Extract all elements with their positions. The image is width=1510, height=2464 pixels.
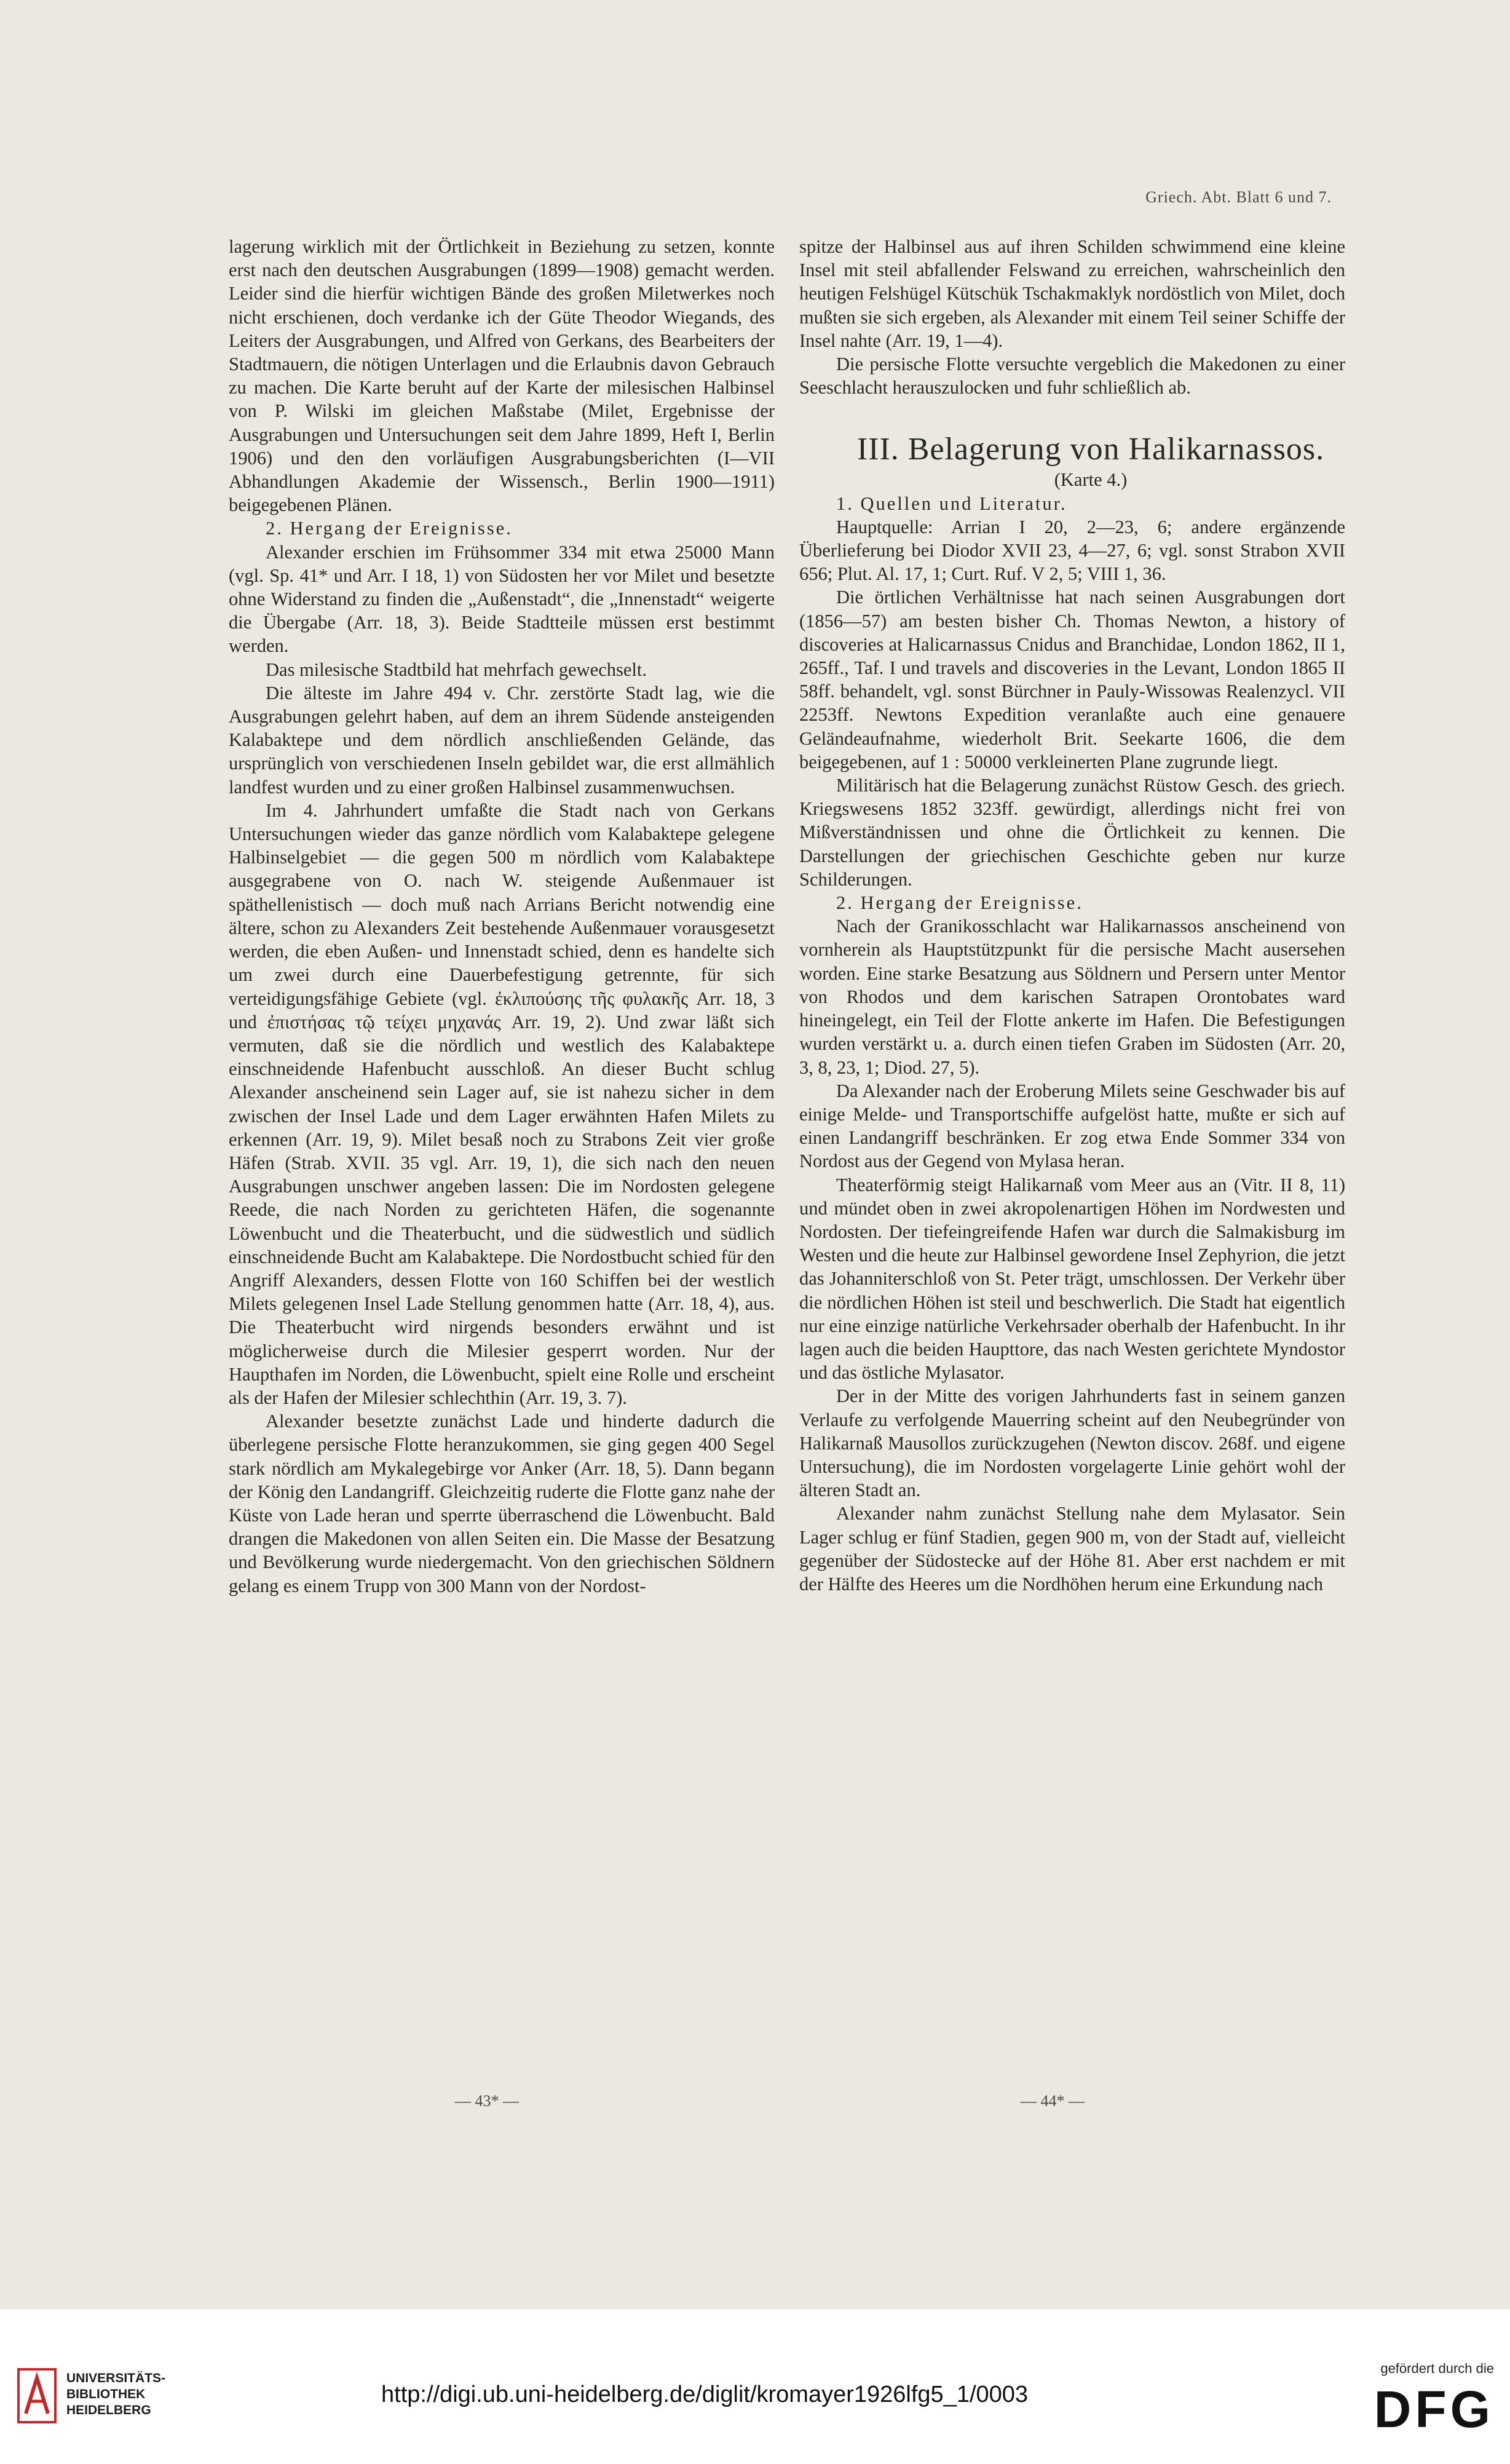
paragraph: Alexander nahm zunächst Stellung nahe dem Mylasator. Sein Lager schlug er fünf Stadien, gegen 900 m, von der Stadt auf, vielleicht gegenüber der Südostecke auf der Höhe 81. Aber erst nachdem er mit der Hälfte des Heeres um die Nordhöhen herum eine Erkundung nach xyxy=(799,1503,1345,1594)
logo-line: BIBLIOTHEK xyxy=(66,2387,146,2401)
paragraph: Der in der Mitte des vorigen Jahrhunderts fast in seinem ganzen Verlaufe zu verfolgende Mauerring scheint auf den Neubegründer von Halikarnaß Mausollos zurückzugehen (Newton discov. 268f. und eigene Untersuchung), die im Nordosten vorgelagerte Linie gehört wohl der älteren Stadt an. xyxy=(799,1385,1345,1501)
funded-by-label: gefördert durch die xyxy=(1380,2361,1494,2376)
subheading-text: Quellen und Literatur. xyxy=(860,493,1067,514)
university-library-seal-icon xyxy=(17,2368,57,2423)
subheading-quellen xyxy=(799,492,1345,515)
subheading-text: Hergang der Ereignisse. xyxy=(290,518,513,539)
subheading-number: 1. xyxy=(836,493,854,514)
section-map-reference: (Karte 4.) xyxy=(1054,469,1128,491)
page-number-left: — 43* — xyxy=(455,2092,519,2110)
paragraph: Alexander erschien im Frühsommer 334 mit etwa 25000 Mann (vgl. Sp. 41* und Arr. I 18, 1) von Südosten her vor Milet und besetzte ohne Widerstand zu finden die „Außenstadt“, die „Innenstadt“ weigerte die Übergabe (Arr. 18, 3). Beide Stadtteile müssen erst bestimmt werden. xyxy=(229,541,775,657)
paragraph: Theaterförmig steigt Halikarnaß vom Meer aus an (Vitr. II 8, 11) und mündet oben in zwei akropolenartigen Höhen im Nordwesten und Nordosten. Der tiefeingreifende Hafen war durch die Salmakisburg im Westen und die heute zur Halbinsel gewordene Insel Zephyrion, die jetzt das Johanniterschloß von St. Peter trägt, umschlossen. Der Verkehr über die nördlichen Höhen ist steil und beschwerlich. Die Stadt hat eigentlich nur eine einzige natürliche Verkehrsader oberhalb der Hafenbucht. In ihr lagen auch die beiden Haupttore, das nach Westen gerichtete Myndostor und das östliche Mylasator. xyxy=(799,1174,1345,1384)
paragraph: Die älteste im Jahre 494 v. Chr. zerstörte Stadt lag, wie die Ausgrabungen gelehrt haben, auf dem an ihrem Südende ansteigenden Kalabaktepe und dem nördlich anschließenden Gelände, das ursprünglich von verschiedenen Inseln gebildet war, die erst allmählich landfest wurden und zu einer großen Halbinsel zusammenwuchsen. xyxy=(229,682,775,798)
subheading-number: 2. xyxy=(266,518,283,539)
subheading-text: Hergang der Ereignisse. xyxy=(860,892,1083,914)
subheading-number: 2. xyxy=(836,892,854,914)
left-column xyxy=(229,235,775,1598)
permalink-url[interactable]: http://digi.ub.uni-heidelberg.de/diglit/kromayer1926lfg5_1/0003 xyxy=(381,2382,1029,2407)
paragraph: Militärisch hat die Belagerung zunächst Rüstow Gesch. des griech. Kriegswesens 1852 323ff. gewürdigt, allerdings nicht frei von Mißverständnissen und ohne die Örtlichkeit zu kennen. Die Darstellungen der griechischen Geschichte geben nur kurze Schilderungen. xyxy=(799,775,1345,890)
dfg-logo: DFG xyxy=(1374,2380,1494,2438)
running-head: Griech. Abt. Blatt 6 und 7. xyxy=(1145,188,1332,206)
paragraph: Nach der Granikosschlacht war Halikarnassos anscheinend von vornherein als Hauptstützpunkt für die persische Macht ausersehen worden. Eine starke Besatzung aus Söldnern und Persern unter Mentor von Rhodos und dem karischen Satrapen Orontobates ward hineingelegt, ein Teil der Flotte ankerte im Hafen. Die Befestigungen wurden verstärkt u. a. durch einen tiefen Graben im Südosten (Arr. 20, 3, 8, 23, 1; Diod. 27, 5). xyxy=(799,916,1345,1078)
logo-line: UNIVERSITÄTS- xyxy=(66,2371,166,2385)
paragraph: Die örtlichen Verhältnisse hat nach seinen Ausgrabungen dort (1856—57) am besten bisher Ch. Thomas Newton, a history of discoveries at Halicarnassus Cnidus and Branchidae, London 1862, II 1, 265ff., Taf. I und travels and discoveries in the Levant, London 1865 II 58ff. behandelt, vgl. sonst Bürchner in Pauly-Wissowas Realenzycl. VII 2253ff. Newtons Expedition veranlaßte auch eine genauere Geländeaufnahme, wiederholt Brit. Seekarte 1606, die dem beigegebenen, auf 1 : 50000 verkleinerten Plane zugrunde liegt. xyxy=(799,587,1345,772)
section-spacer xyxy=(799,399,1345,431)
paragraph: spitze der Halbinsel aus auf ihren Schilden schwimmend eine kleine Insel mit steil abfallender Felswand zu erreichen, wahrscheinlich den heutigen Felshügel Kütschük Tschakmaklyk nordöstlich von Milet, doch mußten sie sich ergeben, als Alexander mit einem Teil seiner Schiffe der Insel nahte (Arr. 19, 1—4). xyxy=(799,236,1345,351)
digitization-footer xyxy=(0,2309,1510,2464)
library-logo-text xyxy=(66,2371,165,2418)
section-title: III. Belagerung von Halikarnassos. xyxy=(856,432,1325,467)
paragraph: Das milesische Stadtbild hat mehrfach gewechselt. xyxy=(266,659,647,680)
logo-line: HEIDELBERG xyxy=(66,2403,151,2417)
paragraph: Hauptquelle: Arrian I 20, 2—23, 6; andere ergänzende Überlieferung bei Diodor XVII 23, 4—27, 6; vgl. sonst Strabon XVII 656; Plut. Al. 17, 1; Curt. Ruf. V 2, 5; VIII 1, 36. xyxy=(799,516,1345,585)
paragraph: Alexander besetzte zunächst Lade und hinderte dadurch die überlegene persische Flotte heranzukommen, sie ging gegen 400 Segel stark nördlich am Mykalegebirge vor Anker (Arr. 18, 5). Dann begann der König den Landangriff. Gleichzeitig ruderte die Flotte ganz nahe der Küste von Lade heran und sperrte überraschend die Löwenbucht. Bald drangen die Makedonen von allen Seiten ein. Die Masse der Besatzung und Bevölkerung wurde niedergemacht. Von den griechischen Söldnern gelang es einem Trupp von 300 Mann von der Nordost- xyxy=(229,1411,775,1596)
paragraph: Die persische Flotte versuchte vergeblich die Makedonen zu einer Seeschlacht herauszulocken und fuhr schließlich ab. xyxy=(799,354,1345,398)
paragraph: Im 4. Jahrhundert umfaßte die Stadt nach von Gerkans Untersuchungen wieder das ganze nördlich vom Kalabaktepe gelegene Halbinselgebiet — die gegen 500 m nördlich vom Kalabaktepe ausgegrabene von O. nach W. steigende Außenmauer ist späthellenistisch — doch muß nach Arrians Bericht notwendig eine ältere, schon zu Alexanders Zeit bestehende Außenmauer vorausgesetzt werden, die eben Außen- und Innenstadt schied, denn es handelte sich um zwei durch eine Dauerbefestigung getrennte, für sich verteidigungsfähige Gebiete (vgl. ἐκλιπούσης τῆς φυλακῆς Arr. 18, 3 und ἐπιστήσας τῷ τείχει μηχανάς Arr. 19, 2). Und zwar läßt sich vermuten, daß sie die nördlich und westlich des Kalabaktepe einschneidende Hafenbucht ausschloß. An dieser Bucht schlug Alexander anscheinend sein Lager auf, sie ist nahezu sicher in dem zwischen der Insel Lade und dem Lager erwähnten Hafen Milets zu erkennen (Arr. 19, 9). Milet besaß noch zu Strabons Zeit vier große Häfen (Strab. XVII. 35 vgl. Arr. 19, 1), die sich nach den neuen Ausgrabungen unschwer angeben lassen: Die im Nordosten gelegene Reede, die nach Norden zu gerichteten Häfen, die sogenannte Löwenbucht und die Theaterbucht, und die südwestlich und südlich einschneidende Bucht am Kalabaktepe. Die Nordostbucht schied für den Angriff Alexanders, dessen Flotte von 160 Schiffen bei der westlich Milets gelegenen Insel Lade Stellung genommen hatte (Arr. 18, 4), aus. Die Theaterbucht wird nirgends besonders erwähnt und ist möglicherweise durch die Milesier gesperrt worden. Nur der Haupthafen im Norden, die Löwenbucht, spielt eine Rolle und erscheint als der Hafen der Milesier schlechthin (Arr. 19, 3. 7). xyxy=(229,799,775,1408)
paragraph: lagerung wirklich mit der Örtlichkeit in Beziehung zu setzen, konnte erst nach den deutschen Ausgrabungen (1899—1908) gemacht werden. Leider sind die hierfür wichtigen Bände des großen Miletwerkes noch nicht erschienen, doch verdanke ich der Güte Theodor Wiegands, des Leiters der Ausgrabungen, und Alfred von Gerkans, des Bearbeiters der Stadtmauern, die nötigen Unterlagen und die Erlaubnis davon Gebrauch zu machen. Die Karte beruht auf der Karte der milesischen Halbinsel von P. Wilski im gleichen Maßstabe (Milet, Ergebnisse der Ausgrabungen und Untersuchungen seit dem Jahre 1899, Heft I, Berlin 1906) und den den vorläufigen Ausgrabungsberichten (I—VII Abhandlungen Akademie der Wissensch., Berlin 1900—1911) beigegebenen Plänen. xyxy=(229,236,775,516)
subheading-hergang xyxy=(229,517,775,540)
subheading-hergang xyxy=(799,891,1345,914)
right-column xyxy=(799,235,1345,1596)
page-number-right: — 44* — xyxy=(1021,2092,1085,2110)
paragraph: Da Alexander nach der Eroberung Milets seine Geschwader bis auf einige Melde- und Transportschiffe aufgelöst hatte, mußte er sich auf einen Landangriff beschränken. Er zog etwa Ende Sommer 334 von Nordost aus der Gegend von Mylasa heran. xyxy=(799,1080,1345,1172)
